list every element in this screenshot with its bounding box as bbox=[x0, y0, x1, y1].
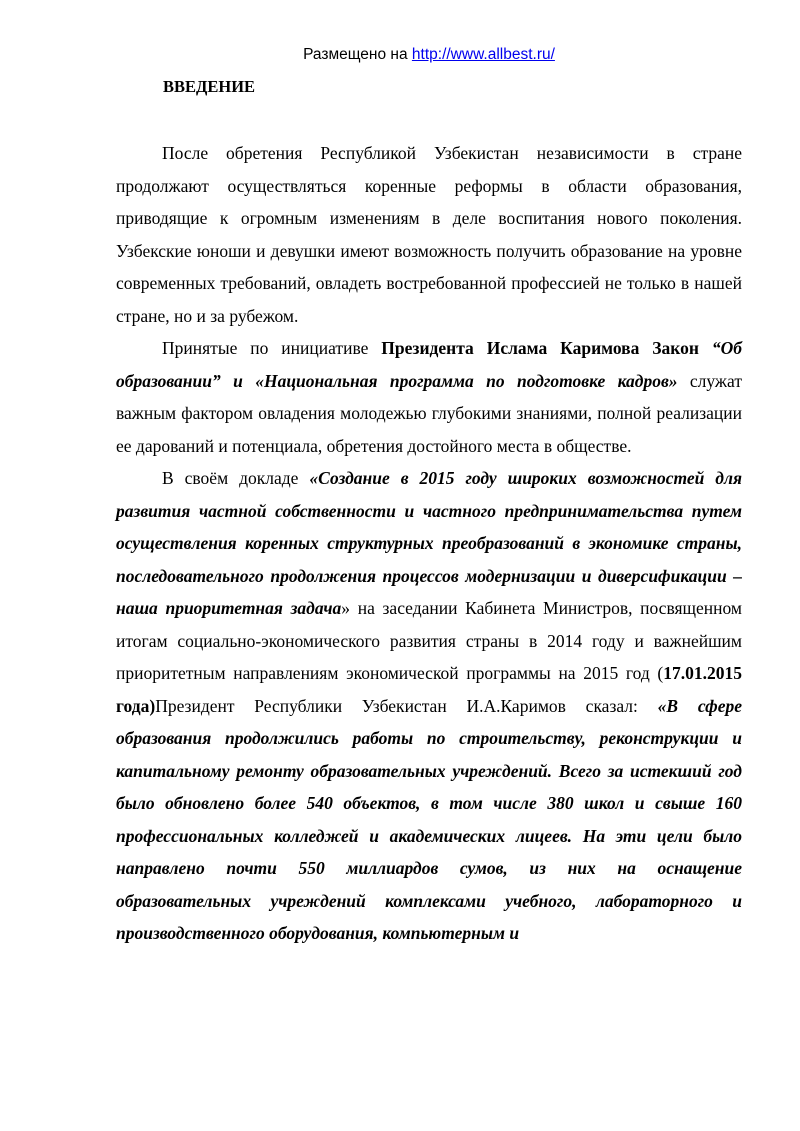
paragraph-2-bold-1: Президента Ислама Каримова Закон bbox=[381, 338, 712, 358]
body-text bbox=[116, 137, 742, 950]
paragraph-1: После обретения Республикой Узбекистан независимости в стране продолжают осуществляться коренные реформы в области образования, приводящие к огромным изменениям в деле воспитания нового поколения. Узбекские юноши и девушки имеют возможность получить образование на уровне современных требований, овладеть востребованной профессией не только в нашей стране, но и за рубежом. bbox=[116, 143, 742, 326]
paragraph-2 bbox=[116, 332, 742, 462]
paragraph-2-text-1: Принятые по инициативе bbox=[162, 338, 382, 358]
paragraph-3-bold-1: 17.01.2015 года) bbox=[116, 663, 742, 716]
paragraph-3-text-3: Президент Республики Узбекистан И.А.Каримов сказал: bbox=[155, 695, 658, 716]
page-header bbox=[0, 45, 800, 65]
header-prefix: Размещено на bbox=[303, 46, 412, 63]
paragraph-2-text-2: служат важным фактором овладения молодежью глубокими знаниями, полной реализации ее дарований и потенциала, обретения достойного места в обществе. bbox=[116, 370, 742, 456]
paragraph-3-text-1: В своём докладе bbox=[162, 468, 310, 488]
paragraph-3-bold-italic-2: «В сфере образования продолжились работы по строительству, реконструкции и капитальному ремонту образовательных учреждений. Всего за истекший год было обновлено более 540 объектов, в том числе 380 школ и свыше 160 профессиональных колледжей и академических лицеев. На эти цели было направлено почти 550 миллиардов сумов, из них на оснащение образовательных учреждений комплексами учебного, лабораторного и производственного оборудования, компьютерным и bbox=[116, 695, 742, 943]
paragraph-3-bold-italic-1: «Создание в 2015 году широких возможностей для развития частной собственности и частного предпринимательства путем осуществления коренных структурных преобразований в экономике страны, последовательного продолжения процессов модернизации и диверсификации – наша приоритетная задача bbox=[116, 468, 742, 618]
paragraph-3-text-2: » на заседании Кабинета Министров, посвященном итогам социально-экономического развития страны в 2014 году и важнейшим приоритетным направлениям экономической программы на 2015 год ( bbox=[116, 598, 742, 683]
section-heading: ВВЕДЕНИЕ bbox=[163, 77, 256, 96]
paragraph-3 bbox=[116, 462, 742, 950]
header-link[interactable]: http://www.allbest.ru/ bbox=[411, 46, 555, 63]
paragraph-2-bold-italic-1: “Об образовании” и «Национальная программа по подготовке кадров» bbox=[116, 338, 742, 391]
